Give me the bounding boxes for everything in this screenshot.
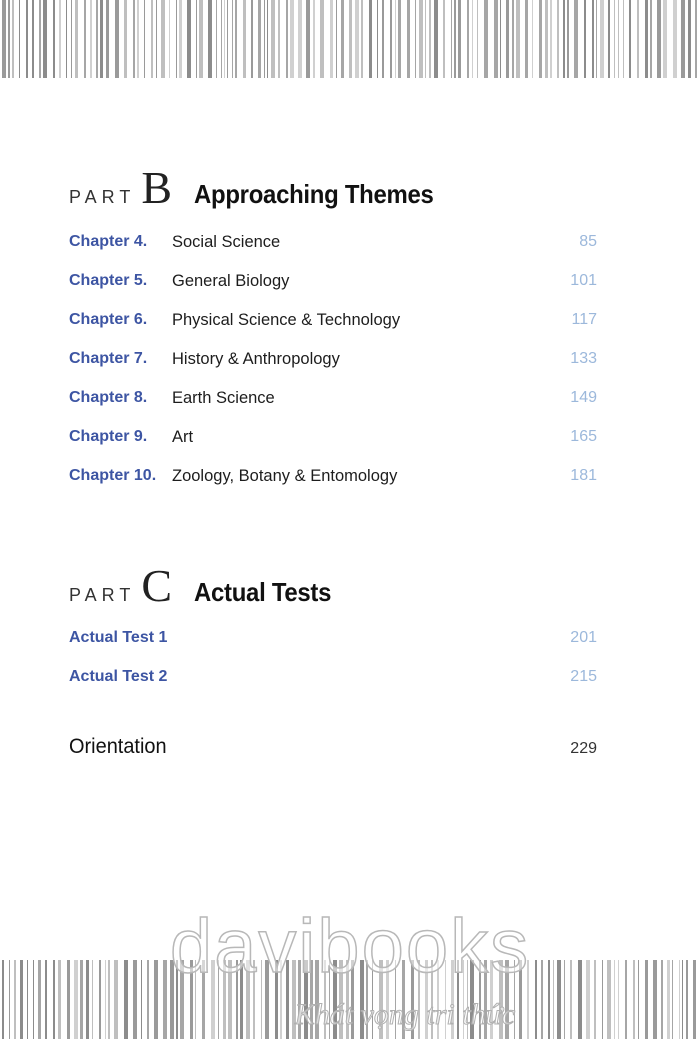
chapter-number: Chapter 4. [69, 233, 148, 250]
barcode-stripe [607, 960, 611, 1039]
barcode-stripe [550, 0, 552, 78]
barcode-stripe [467, 0, 469, 78]
barcode-stripe [512, 0, 514, 78]
barcode-stripe [557, 0, 559, 78]
chapter-title: Zoology, Botany & Entomology [172, 467, 398, 485]
barcode-stripe [258, 0, 261, 78]
barcode-stripe [66, 0, 67, 78]
part-c-heading [69, 560, 343, 611]
barcode-stripe [267, 0, 268, 78]
toc-entry-chapter-8[interactable] [69, 389, 597, 413]
chapter-number: Chapter 6. [69, 311, 148, 328]
barcode-stripe [600, 0, 604, 78]
part-b-heading [69, 162, 454, 213]
test-name: Actual Test 2 [69, 668, 168, 685]
barcode-stripe [458, 0, 461, 78]
barcode-stripe [74, 960, 78, 1039]
barcode-stripe [618, 960, 619, 1039]
barcode-stripe [114, 960, 118, 1039]
page-number: 201 [570, 629, 597, 646]
barcode-stripe [90, 0, 92, 78]
barcode-stripe [298, 0, 302, 78]
barcode-stripe [407, 0, 410, 78]
barcode-stripe [451, 0, 452, 78]
chapter-title: Earth Science [172, 389, 275, 407]
barcode-stripe [151, 0, 153, 78]
barcode-stripe [264, 0, 265, 78]
toc-entry-chapter-6[interactable] [69, 311, 597, 335]
barcode-stripe [594, 960, 596, 1039]
barcode-stripe [382, 0, 384, 78]
barcode-stripe [9, 960, 10, 1039]
barcode-stripe [679, 960, 680, 1039]
barcode-stripe [584, 0, 586, 78]
barcode-stripe [686, 960, 688, 1039]
barcode-stripe [221, 0, 222, 78]
chapter-title: History & Anthropology [172, 350, 340, 368]
barcode-stripe [96, 0, 98, 78]
barcode-stripe [12, 0, 14, 78]
barcode-stripe [86, 960, 89, 1039]
chapter-number: Chapter 7. [69, 350, 148, 367]
barcode-stripe [415, 0, 416, 78]
barcode-stripe [419, 0, 423, 78]
barcode-stripe [429, 0, 431, 78]
barcode-stripe [377, 0, 378, 78]
barcode-stripe [32, 0, 34, 78]
barcode-stripe [235, 0, 237, 78]
barcode-stripe [506, 0, 509, 78]
barcode-stripe [574, 0, 578, 78]
barcode-stripe [286, 0, 288, 78]
barcode-stripe [454, 0, 456, 78]
barcode-stripe [243, 0, 246, 78]
barcode-stripe [176, 0, 177, 78]
barcode-stripe [657, 0, 661, 78]
page-number: 165 [570, 428, 597, 445]
barcode-stripe [395, 0, 396, 78]
barcode-stripe [592, 0, 594, 78]
barcode-stripe [618, 0, 619, 78]
toc-entry-actual-test-1[interactable] [69, 629, 597, 653]
barcode-stripe [99, 960, 101, 1039]
part-c-label: PART [69, 585, 136, 605]
barcode-stripe [602, 960, 603, 1039]
barcode-stripe [141, 960, 142, 1039]
barcode-stripe [106, 0, 109, 78]
barcode-stripe [75, 0, 78, 78]
barcode-stripe [539, 0, 542, 78]
barcode-stripe [361, 0, 363, 78]
barcode-stripe [667, 960, 670, 1039]
barcode-stripe [45, 960, 47, 1039]
barcode-stripe [124, 0, 127, 78]
barcode-stripe [645, 0, 648, 78]
barcode-stripe [251, 0, 253, 78]
barcode-stripe [19, 0, 20, 78]
barcode-stripe [567, 0, 569, 78]
barcode-stripe [169, 0, 170, 78]
barcode-stripe [306, 0, 310, 78]
barcode-stripe [133, 0, 135, 78]
barcode-stripe [570, 960, 572, 1039]
barcode-stripe [494, 0, 498, 78]
page-number: 117 [571, 311, 597, 328]
barcode-stripe [625, 960, 627, 1039]
page-number: 149 [570, 389, 597, 406]
watermark-brand: davibooks [169, 904, 531, 989]
barcode-stripe [124, 960, 128, 1039]
barcode-stripe [425, 0, 426, 78]
barcode-stripe [545, 0, 548, 78]
barcode-stripe [133, 960, 137, 1039]
part-c-title: Actual Tests [194, 577, 332, 607]
barcode-stripe [525, 0, 528, 78]
barcode-stripe [100, 0, 103, 78]
barcode-stripe [2, 960, 4, 1039]
barcode-stripe [693, 960, 696, 1039]
page-number: 181 [570, 467, 597, 484]
barcode-stripe [355, 0, 359, 78]
barcode-stripe [216, 0, 217, 78]
part-b-label: PART [69, 187, 136, 207]
barcode-stripe [484, 0, 488, 78]
part-b-title: Approaching Themes [194, 179, 434, 209]
barcode-stripe [629, 0, 631, 78]
barcode-stripe [84, 0, 86, 78]
barcode-stripe [20, 960, 23, 1039]
barcode-stripe [608, 0, 610, 78]
barcode-stripe [516, 0, 520, 78]
barcode-stripe [199, 0, 203, 78]
chapter-title: General Biology [172, 272, 290, 290]
chapter-number: Chapter 8. [69, 389, 148, 406]
page-number: 133 [570, 350, 597, 367]
barcode-stripe [156, 0, 157, 78]
orientation-page-number: 229 [570, 740, 597, 757]
barcode-stripe [227, 0, 228, 78]
barcode-stripe [58, 960, 61, 1039]
barcode-stripe [477, 0, 478, 78]
barcode-stripe [563, 0, 565, 78]
barcode-stripe [59, 0, 61, 78]
chapter-number: Chapter 10. [69, 467, 157, 484]
barcode-stripe [681, 0, 685, 78]
barcode-stripe [39, 0, 41, 78]
barcode-stripe [271, 0, 275, 78]
barcode-stripe [682, 960, 683, 1039]
barcode-stripe [278, 0, 280, 78]
barcode-stripe [434, 0, 438, 78]
toc-entry-chapter-5[interactable] [69, 272, 597, 296]
barcode-stripe [290, 0, 294, 78]
page-number: 101 [570, 272, 597, 289]
barcode-stripe [578, 960, 582, 1039]
barcode-stripe [320, 0, 324, 78]
barcode-stripe [147, 960, 149, 1039]
barcode-stripe [645, 960, 648, 1039]
barcode-stripe [663, 0, 667, 78]
toc-entry-chapter-10[interactable] [69, 467, 597, 491]
barcode-stripe [390, 0, 392, 78]
barcode-stripe [53, 0, 55, 78]
barcode-stripe [232, 0, 233, 78]
barcode-stripe [398, 0, 401, 78]
barcode-stripe [208, 0, 212, 78]
barcode-stripe [633, 960, 635, 1039]
part-b-letter: B [141, 162, 173, 213]
barcode-stripe [614, 960, 615, 1039]
barcode-stripe [443, 0, 445, 78]
chapter-title: Art [172, 428, 194, 446]
barcode-stripe [653, 960, 657, 1039]
barcode-stripe [336, 0, 337, 78]
part-c-letter: C [141, 560, 173, 611]
barcode-stripe [313, 0, 315, 78]
barcode-stripe [341, 0, 344, 78]
chapter-number: Chapter 5. [69, 272, 148, 289]
watermark-tagline: Khát vọng tri thức [294, 998, 516, 1031]
barcode-stripe [532, 0, 533, 78]
barcode-stripe [27, 960, 28, 1039]
barcode-stripe [500, 0, 501, 78]
barcode-stripe [43, 0, 47, 78]
barcode-stripe [472, 0, 473, 78]
barcode-stripe [688, 0, 691, 78]
barcode-stripe [614, 0, 615, 78]
barcode-stripe [564, 960, 565, 1039]
barcode-stripe [161, 0, 165, 78]
page-number: 215 [570, 668, 597, 685]
test-name: Actual Test 1 [69, 629, 168, 646]
barcode-stripe [53, 960, 55, 1039]
barcode-stripe [105, 960, 106, 1039]
barcode-stripe [144, 0, 145, 78]
barcode-stripe [115, 0, 119, 78]
toc-entry-chapter-4[interactable] [69, 233, 597, 257]
barcode-stripe [369, 0, 372, 78]
barcode-stripe [80, 960, 83, 1039]
barcode-stripe [179, 0, 182, 78]
barcode-stripe [26, 0, 28, 78]
barcode-stripe [187, 0, 191, 78]
barcode-stripe [349, 0, 352, 78]
barcode-stripe [67, 960, 70, 1039]
barcode-stripe [8, 0, 10, 78]
barcode-stripe [224, 0, 225, 78]
toc-entry-actual-test-2[interactable] [69, 668, 597, 692]
barcode-stripe [672, 960, 673, 1039]
chapter-title: Social Science [172, 233, 281, 251]
barcode-stripe [33, 960, 34, 1039]
barcode-stripe [637, 0, 639, 78]
barcode-stripe [650, 0, 652, 78]
barcode-stripe [661, 960, 663, 1039]
toc-entry-chapter-7[interactable] [69, 350, 597, 374]
page-number: 85 [579, 233, 597, 250]
barcode-stripe [14, 960, 16, 1039]
barcode-stripe [2, 0, 6, 78]
barcode-stripe [638, 960, 639, 1039]
barcode-stripe [196, 0, 197, 78]
top-barcode-decoration [0, 0, 700, 78]
orientation-title[interactable]: Orientation [69, 735, 167, 758]
barcode-stripe [330, 0, 333, 78]
barcode-stripe [596, 0, 597, 78]
chapter-title: Physical Science & Technology [172, 311, 401, 329]
barcode-stripe [586, 960, 590, 1039]
barcode-stripe [695, 0, 697, 78]
toc-entry-chapter-9[interactable] [69, 428, 597, 452]
chapter-number: Chapter 9. [69, 428, 148, 445]
barcode-stripe [38, 960, 41, 1039]
barcode-stripe [108, 960, 110, 1039]
barcode-stripe [673, 0, 677, 78]
barcode-stripe [623, 0, 624, 78]
barcode-stripe [71, 0, 72, 78]
barcode-stripe [137, 0, 139, 78]
barcode-stripe [92, 960, 93, 1039]
